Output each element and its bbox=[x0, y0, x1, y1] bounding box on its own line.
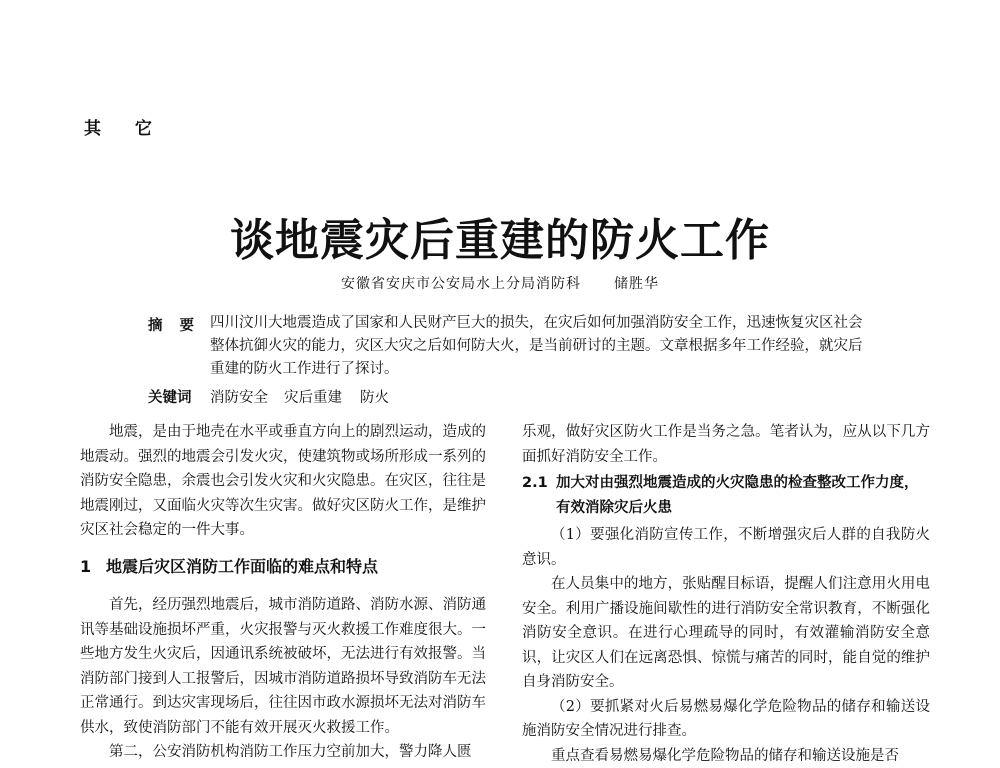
affiliation: 安徽省安庆市公安局水上分局消防科 bbox=[341, 276, 581, 292]
body-paragraph: 重点查看易燃易爆化学危险物品的储存和输送设施是否 bbox=[522, 744, 930, 768]
section-number: 1 bbox=[80, 555, 106, 580]
left-column bbox=[80, 420, 486, 765]
abstract-text: 四川汶川大地震造成了国家和人民财产巨大的损失，在灾后如何加强消防安全工作，迅速恢复灾区社会整体抗御火灾的能力，灾区大灾之后如何防大火，是当前研讨的主题。文章根据多年工作经验，就灾后重建的防火工作进行了探讨。 bbox=[210, 312, 870, 381]
keyword-item: 消防安全 bbox=[210, 386, 268, 407]
subsection-heading bbox=[522, 471, 930, 521]
abstract-label: 摘 要 bbox=[148, 314, 200, 335]
body-paragraph: 第二，公安消防机构消防工作压力空前加大，警力降人匮 bbox=[80, 740, 486, 765]
author-name: 储胜华 bbox=[614, 276, 659, 292]
section-title: 地震后灾区消防工作面临的难点和特点 bbox=[106, 557, 378, 576]
right-column bbox=[522, 420, 930, 768]
keywords-label: 关键词 bbox=[148, 386, 192, 407]
section-heading bbox=[80, 555, 486, 580]
keyword-item: 灾后重建 bbox=[284, 386, 342, 407]
body-paragraph: 在人员集中的地方，张贴醒目标语，提醒人们注意用火用电安全。利用广播设施间歇性的进行消防安全常识教育，不断强化消防安全意识。在进行心理疏导的同时，有效灌输消防安全意识，让灾区人们在远离恐惧、惊慌与痛苦的同时，能自觉的维护自身消防安全。 bbox=[522, 572, 930, 695]
subsection-number: 2.1 bbox=[522, 471, 556, 521]
list-item: （2）要抓紧对火后易燃易爆化学危险物品的储存和输送设施消防安全情况进行排查。 bbox=[522, 695, 930, 744]
list-item: （1）要强化消防宣传工作，不断增强灾后人群的自我防火意识。 bbox=[522, 523, 930, 572]
intro-paragraph: 地震，是由于地壳在水平或垂直方向上的剧烈运动，造成的地震动。强烈的地震会引发火灾，使建筑物或场所形成一系列的消防安全隐患，余震也会引发火灾和火灾隐患。在灾区，往往是地震刚过，又面临火灾等次生灾害。做好灾区防火工作，是维护灾区社会稳定的一件大事。 bbox=[80, 420, 486, 543]
author-line bbox=[0, 273, 1000, 293]
section-tag: 其 它 bbox=[84, 114, 166, 139]
body-paragraph: 首先，经历强烈地震后，城市消防道路、消防水源、消防通讯等基础设施损坏严重，火灾报警与灭火救援工作难度很大。一些地方发生火灾后，因通讯系统被破坏，无法进行有效报警。当消防部门接到人工报警后，因城市消防道路损坏导致消防车无法正常通行。到达灾害现场后，往往因市政水源损坏无法对消防车供水，致使消防部门不能有效开展灭火救援工作。 bbox=[80, 593, 486, 740]
article-title: 谈地震灾后重建的防火工作 bbox=[0, 204, 1000, 268]
subsection-title: 加大对由强烈地震造成的火灾隐患的检查整改工作力度，有效消除灾后火患 bbox=[556, 471, 930, 521]
body-paragraph: 乐观，做好灾区防火工作是当务之急。笔者认为，应从以下几方面抓好消防安全工作。 bbox=[522, 420, 930, 469]
keyword-item: 防火 bbox=[360, 386, 389, 407]
